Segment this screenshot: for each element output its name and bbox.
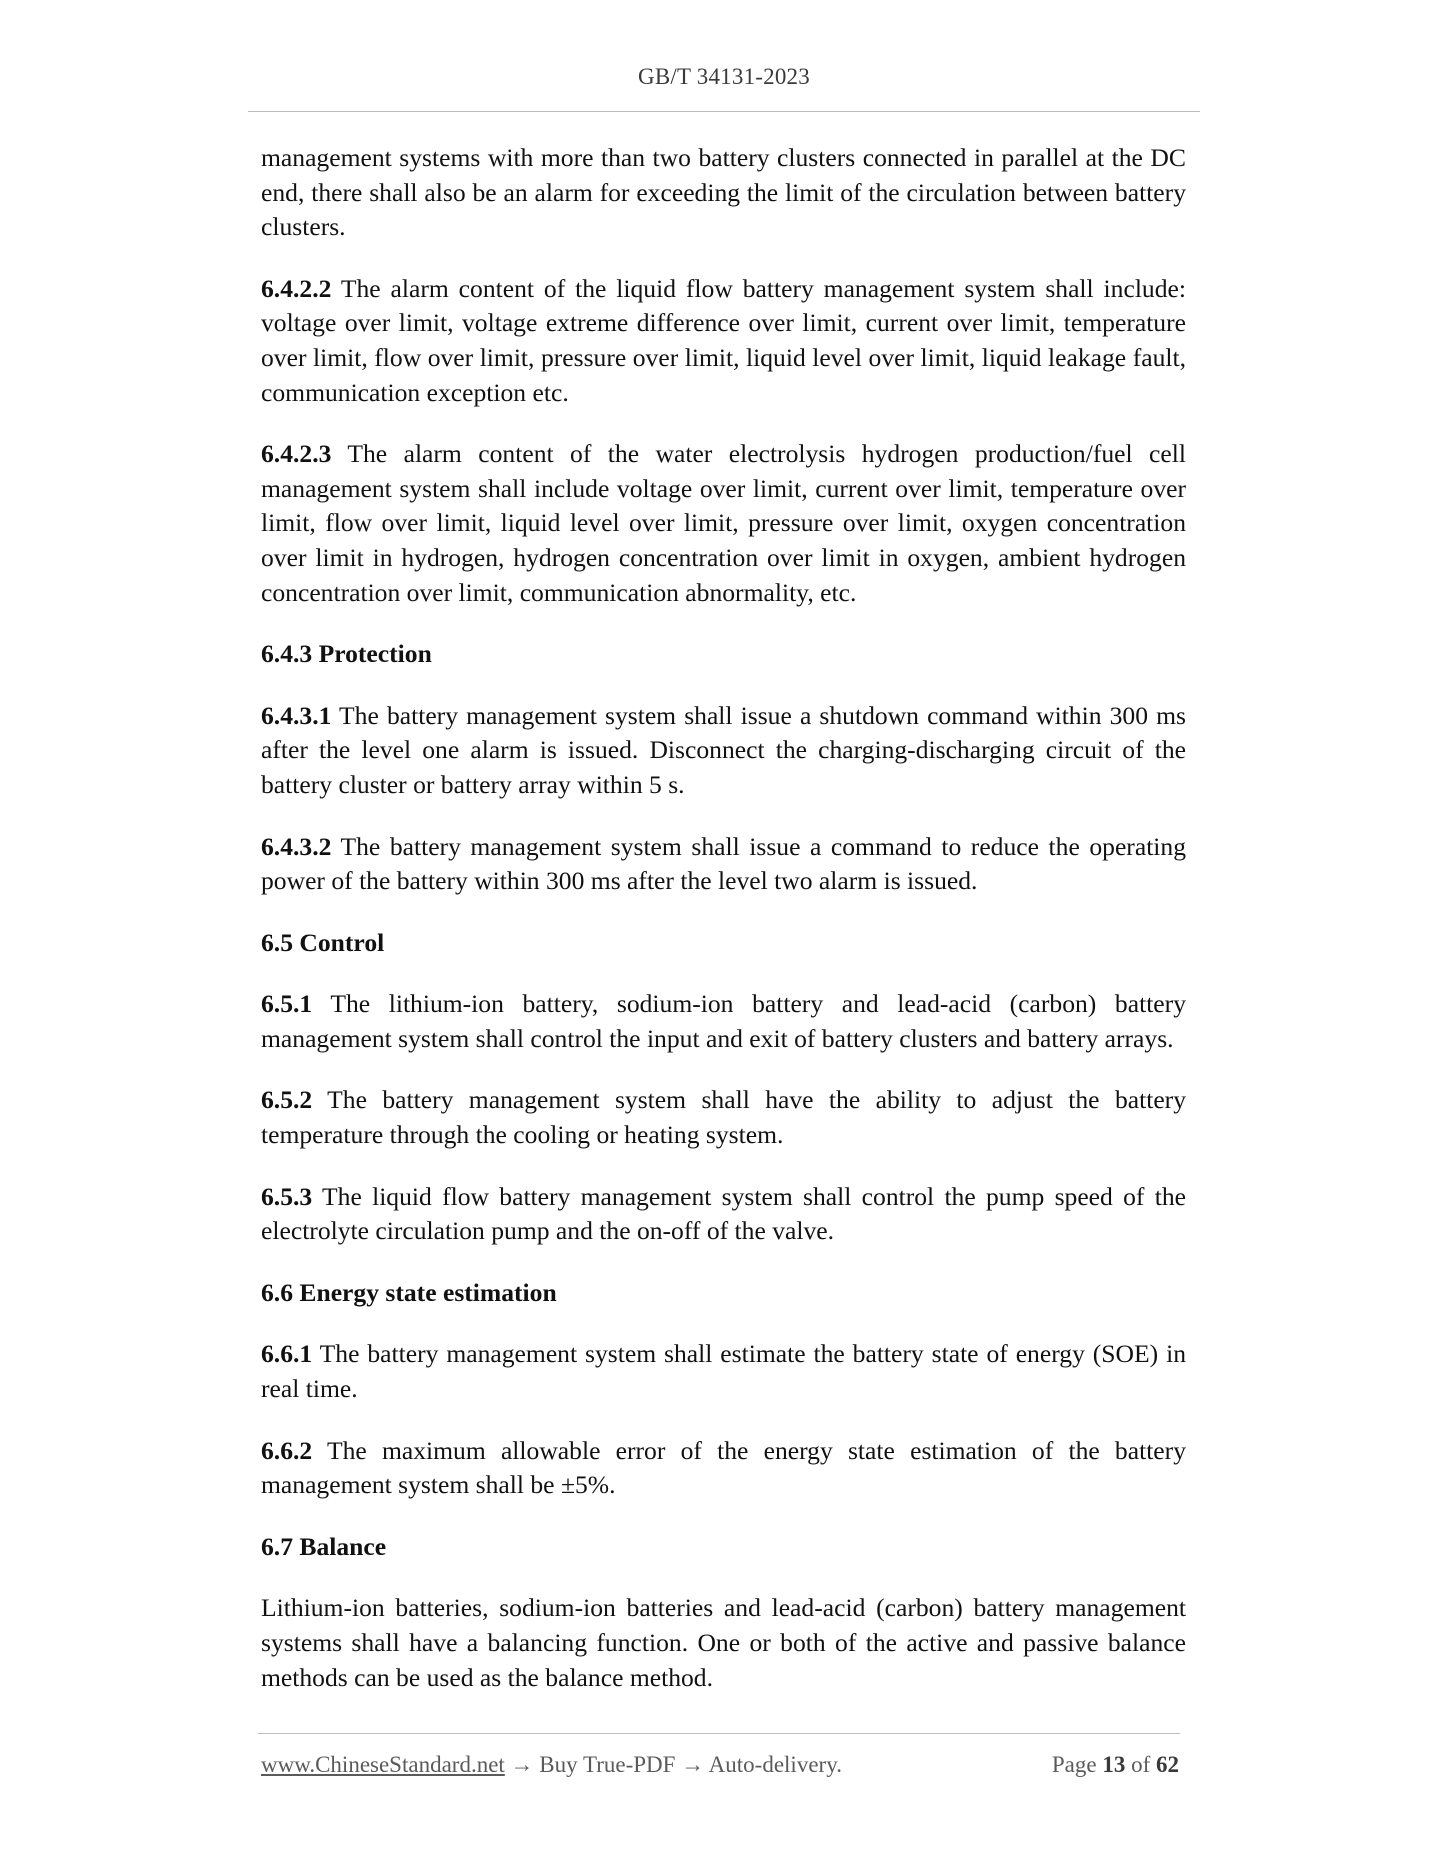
page-label: Page — [1051, 1752, 1097, 1777]
paragraph-text: Lithium-ion batteries, sodium-ion batteries and lead-acid (carbon) battery management systems shall have a balancing function. One or both of the active and passive balance methods can be used as the balance method. — [261, 1593, 1186, 1692]
document-header: GB/T 34131-2023 — [638, 64, 810, 89]
page-of-label: of — [1131, 1752, 1151, 1777]
clause-6-6-1 — [261, 1337, 1186, 1406]
clause-text: The battery management system shall issue a shutdown command within 300 ms after the level one alarm is issued. Disconnect the charging-discharging circuit of the battery cluster or battery array within 5 s. — [261, 700, 1186, 799]
section-heading-6-6: 6.6 Energy state estimation — [261, 1277, 557, 1307]
footer-promo — [261, 1752, 842, 1778]
clause-6-4-2-2 — [261, 272, 1186, 410]
clause-number: 6.5.3 — [261, 1181, 313, 1211]
section-heading-6-7: 6.7 Balance — [261, 1531, 387, 1561]
auto-delivery-text: Auto-delivery. — [708, 1752, 842, 1777]
clause-number: 6.5.2 — [261, 1085, 313, 1115]
footer-divider — [258, 1733, 1180, 1734]
clause-number: 6.4.2.3 — [261, 439, 332, 469]
clause-number: 6.4.3.1 — [261, 700, 332, 730]
paragraph-text: management systems with more than two battery clusters connected in parallel at the DC end, there shall also be an alarm for exceeding the limit of the circulation between battery clusters. — [261, 143, 1186, 242]
clause-text: The lithium-ion battery, sodium-ion battery and lead-acid (carbon) battery management system shall control the input and exit of battery clusters and battery arrays. — [261, 989, 1186, 1053]
page-total: 62 — [1156, 1752, 1179, 1777]
paragraph-6-7 — [261, 1591, 1186, 1695]
clause-6-6-2 — [261, 1434, 1186, 1503]
clause-6-5-2 — [261, 1083, 1186, 1152]
website-link[interactable]: www.ChineseStandard.net — [261, 1752, 505, 1777]
clause-text: The alarm content of the liquid flow battery management system shall include: voltage over limit, voltage extreme difference over limit, current over limit, temperature over limit, flow over limit, pressure over limit, liquid level over limit, liquid leakage fault, communication exception etc. — [261, 273, 1186, 407]
clause-text: The alarm content of the water electrolysis hydrogen production/fuel cell management system shall include voltage over limit, current over limit, temperature over limit, flow over limit, liquid level over limit, pressure over limit, oxygen concentration over limit in hydrogen, hydrogen concentration over limit in oxygen, ambient hydrogen concentration over limit, communication abnormality, etc. — [261, 439, 1186, 607]
buy-pdf-text: Buy True-PDF — [539, 1752, 676, 1777]
clause-number: 6.4.3.2 — [261, 831, 332, 861]
section-heading-6-5: 6.5 Control — [261, 927, 385, 957]
page-indicator — [1052, 1752, 1179, 1778]
document-body — [261, 141, 1186, 1722]
page-current: 13 — [1102, 1752, 1126, 1777]
clause-text: The liquid flow battery management system shall control the pump speed of the electrolyte circulation pump and the on-off of the valve. — [261, 1181, 1186, 1246]
arrow-right-icon: → — [510, 1752, 534, 1777]
clause-6-5-3 — [261, 1180, 1186, 1249]
clause-text: The battery management system shall have the ability to adjust the battery temperature through the cooling or heating system. — [261, 1085, 1187, 1150]
clause-number: 6.5.1 — [261, 989, 313, 1019]
clause-text: The maximum allowable error of the energy state estimation of the battery management system shall be ±5%. — [261, 1435, 1186, 1500]
clause-6-4-3-2 — [261, 830, 1186, 899]
paragraph-intro — [261, 141, 1186, 245]
arrow-right-icon: → — [681, 1752, 705, 1777]
clause-number: 6.4.2.2 — [261, 273, 332, 303]
clause-text: The battery management system shall issue a command to reduce the operating power of the battery within 300 ms after the level two alarm is issued. — [261, 831, 1187, 896]
clause-6-4-2-3 — [261, 437, 1186, 610]
clause-number: 6.6.2 — [261, 1435, 313, 1465]
clause-6-5-1 — [261, 987, 1186, 1056]
clause-6-4-3-1 — [261, 699, 1186, 803]
clause-number: 6.6.1 — [261, 1339, 313, 1369]
header-divider — [248, 111, 1200, 112]
clause-text: The battery management system shall estimate the battery state of energy (SOE) in real time. — [261, 1339, 1187, 1404]
section-heading-6-4-3: 6.4.3 Protection — [261, 639, 432, 669]
